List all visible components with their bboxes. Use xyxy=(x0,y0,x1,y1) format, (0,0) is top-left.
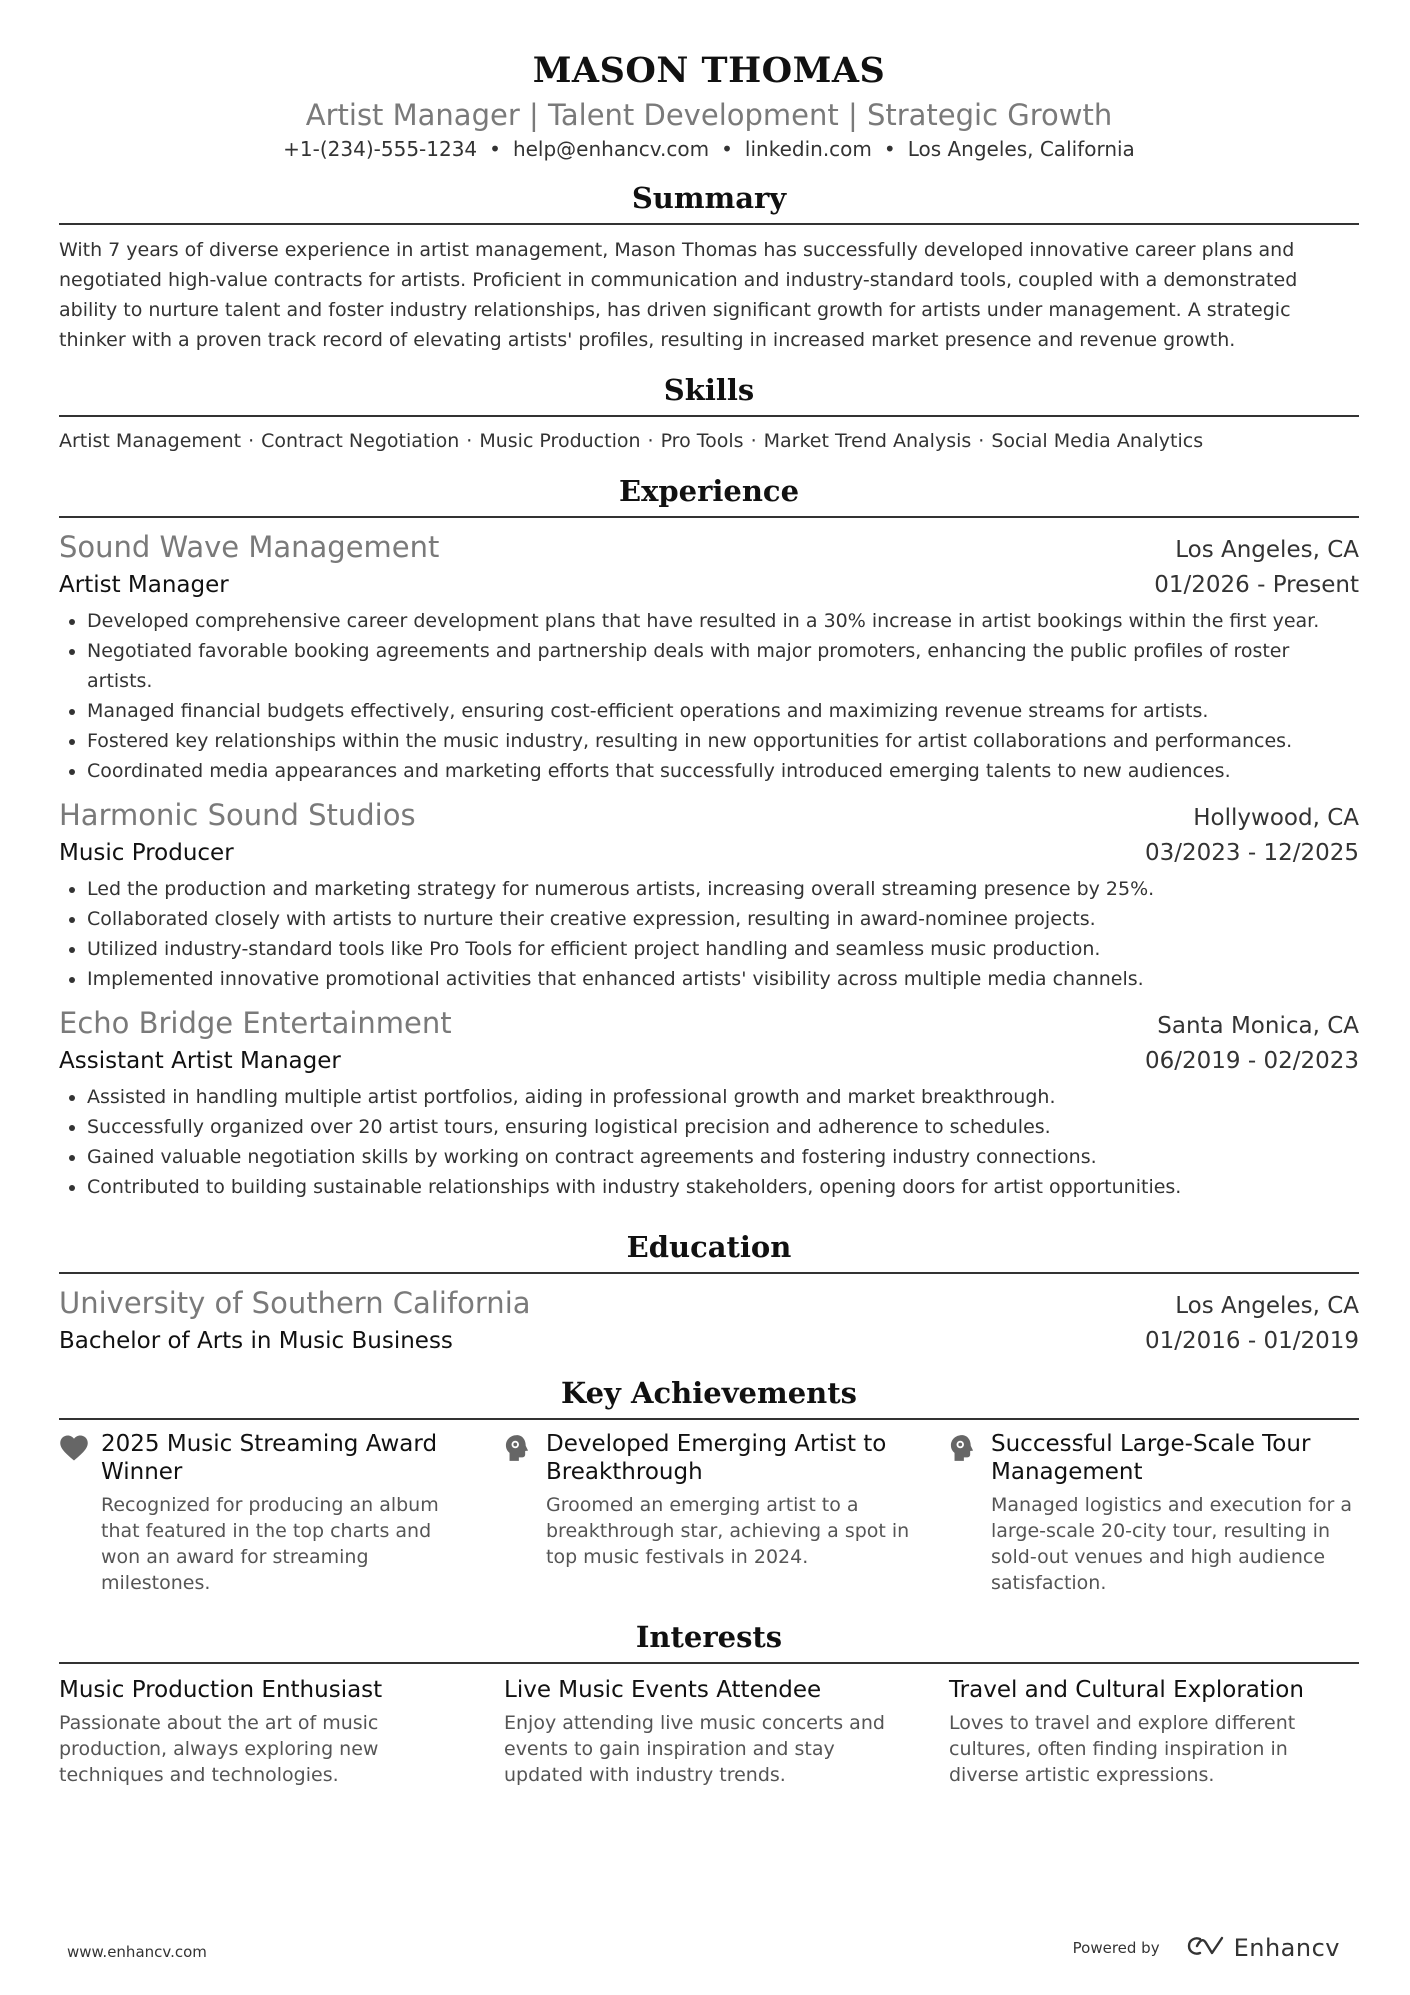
experience-entry xyxy=(59,528,1359,786)
contact-separator: • xyxy=(721,137,733,161)
bullet-list xyxy=(59,1082,1359,1202)
heart-icon xyxy=(59,1430,101,1596)
achievement-desc: Managed logistics and execution for a large-scale 20-city tour, resulting in sold-out venues and high audience satisfaction. xyxy=(991,1494,1353,1594)
interest-desc: Loves to travel and explore different cultures, often finding inspiration in diverse artistic expressions. xyxy=(949,1712,1296,1786)
section-title-experience: Experience xyxy=(59,456,1359,518)
summary-text: With 7 years of diverse experience in artist management, Mason Thomas has successfully developed innovative career plans and negotiated high-value contracts for artists. Proficient in communication and industry-standard tools, coupled with a demonstrated ability to nurture talent and foster industry relationships, has driven significant growth for artists under management. A strategic thinker with a proven track record of elevating artists' profiles, resulting in increased market presence and revenue growth. xyxy=(59,239,1298,351)
interest-desc: Enjoy attending live music concerts and events to gain inspiration and stay updated with industry trends. xyxy=(504,1712,885,1786)
bullet-item: • Successfully organized over 20 artist tours, ensuring logistical precision and adherence to schedules. xyxy=(87,1112,1359,1142)
section-title-education: Education xyxy=(59,1212,1359,1274)
bullet-item: • Fostered key relationships within the music industry, resulting in new opportunities for artist collaborations and performances. xyxy=(87,726,1359,756)
achievement-item xyxy=(949,1430,1359,1596)
company-name: Sound Wave Management xyxy=(59,530,440,564)
achievements-section xyxy=(59,1358,1359,1596)
bullet-list xyxy=(59,874,1359,994)
interest-title: Travel and Cultural Exploration xyxy=(949,1677,1304,1703)
resume-header xyxy=(59,48,1359,163)
skills-section xyxy=(59,355,1359,456)
bullet-item: • Collaborated closely with artists to nurture their creative expression, resulting in award-nominee projects. xyxy=(87,904,1359,934)
interest-desc: Passionate about the art of music production, always exploring new techniques and technologies. xyxy=(59,1712,379,1786)
contact-line xyxy=(59,135,1359,163)
experience-entry xyxy=(59,796,1359,994)
education-dates: 01/2016 - 01/2019 xyxy=(1144,1328,1359,1354)
skills-list xyxy=(59,426,1359,456)
skill-separator: · xyxy=(466,430,473,452)
interest-title: Live Music Events Attendee xyxy=(504,1677,822,1703)
interest-item xyxy=(949,1674,1359,1788)
interests-section xyxy=(59,1602,1359,1788)
skill-item: Market Trend Analysis xyxy=(763,430,972,452)
phone: +1-(234)-555-1234 xyxy=(283,137,478,161)
email-link[interactable]: help@enhancv.com xyxy=(512,137,710,161)
skill-item: Artist Management xyxy=(59,430,242,452)
skill-separator: · xyxy=(248,430,255,452)
summary-section xyxy=(59,163,1359,355)
bullet-item: • Coordinated media appearances and marketing efforts that successfully introduced emerging talents to new audiences. xyxy=(87,756,1359,786)
bullet-item: • Managed financial budgets effectively, ensuring cost-efficient operations and maximizing revenue streams for artists. xyxy=(87,696,1359,726)
degree: Bachelor of Arts in Music Business xyxy=(59,1328,453,1354)
section-title-skills: Skills xyxy=(59,355,1359,417)
brand-name: Enhancv xyxy=(1233,1934,1340,1962)
job-dates: 06/2019 - 02/2023 xyxy=(1144,1048,1359,1074)
achievement-title: 2025 Music Streaming Award Winner xyxy=(101,1431,438,1485)
education-entry xyxy=(59,1284,1359,1358)
bullet-item: • Assisted in handling multiple artist portfolios, aiding in professional growth and market breakthrough. xyxy=(87,1082,1359,1112)
skill-item: Music Production xyxy=(479,430,641,452)
linkedin-link[interactable]: linkedin.com xyxy=(744,137,872,161)
job-title: Music Producer xyxy=(59,840,234,866)
skill-item: Contract Negotiation xyxy=(261,430,460,452)
job-location: Hollywood, CA xyxy=(1193,805,1359,831)
achievement-item xyxy=(59,1430,469,1596)
company-name: Echo Bridge Entertainment xyxy=(59,1006,452,1040)
resume-page xyxy=(59,48,1359,1788)
candidate-name: MASON THOMAS xyxy=(532,50,886,91)
contact-separator: • xyxy=(883,137,896,161)
achievement-desc: Groomed an emerging artist to a breakthrough star, achieving a spot in top music festivals in 2024. xyxy=(546,1494,910,1568)
bullet-item: • Contributed to building sustainable relationships with industry stakeholders, opening doors for artist opportunities. xyxy=(87,1172,1359,1202)
contact-separator: • xyxy=(489,137,501,161)
bullet-item: • Gained valuable negotiation skills by working on contract agreements and fostering industry connections. xyxy=(87,1142,1359,1172)
skill-item: Social Media Analytics xyxy=(991,430,1204,452)
bullet-list xyxy=(59,606,1359,786)
experience-section xyxy=(59,456,1359,1202)
education-section xyxy=(59,1212,1359,1358)
bullet-item: • Implemented innovative promotional activities that enhanced artists' visibility across multiple media channels. xyxy=(87,964,1359,994)
company-name: Harmonic Sound Studios xyxy=(59,798,416,832)
bullet-item: • Utilized industry-standard tools like Pro Tools for efficient project handling and seamless music production. xyxy=(87,934,1359,964)
skill-item: Pro Tools xyxy=(660,430,744,452)
candidate-tagline: Artist Manager | Talent Development | Strategic Growth xyxy=(305,98,1113,132)
school-location: Los Angeles, CA xyxy=(1175,1293,1359,1319)
bullet-item: • Led the production and marketing strategy for numerous artists, increasing overall streaming presence by 25%. xyxy=(87,874,1359,904)
job-dates: 03/2023 - 12/2025 xyxy=(1144,840,1359,866)
job-location: Santa Monica, CA xyxy=(1157,1013,1359,1039)
location: Los Angeles, California xyxy=(907,137,1135,161)
powered-by-label: Powered by xyxy=(1072,1939,1160,1957)
interest-item xyxy=(59,1674,469,1788)
enhancv-logo-icon xyxy=(1186,1935,1226,1961)
achievement-title: Developed Emerging Artist to Breakthrough xyxy=(546,1431,887,1485)
skill-separator: · xyxy=(978,430,985,452)
bullet-item: • Developed comprehensive career development plans that have resulted in a 30% increase in artist bookings within the first year. xyxy=(87,606,1359,636)
job-title: Artist Manager xyxy=(59,572,229,598)
job-dates: 01/2026 - Present xyxy=(1154,572,1359,598)
achievement-item xyxy=(504,1430,914,1596)
job-title: Assistant Artist Manager xyxy=(59,1048,341,1074)
section-title-achievements: Key Achievements xyxy=(59,1358,1359,1420)
footer-branding xyxy=(1073,1934,1340,1962)
section-title-summary: Summary xyxy=(59,163,1359,225)
achievement-desc: Recognized for producing an album that featured in the top charts and won an award for streaming milestones. xyxy=(101,1494,439,1594)
interest-title: Music Production Enthusiast xyxy=(59,1677,383,1703)
skill-separator: · xyxy=(647,430,654,452)
bullet-item: • Negotiated favorable booking agreements and partnership deals with major promoters, enhancing the public profiles of roster artists. xyxy=(87,636,1359,696)
interest-item xyxy=(504,1674,914,1788)
footer-website-link[interactable]: www.enhancv.com xyxy=(67,1943,207,1961)
job-location: Los Angeles, CA xyxy=(1175,537,1359,563)
skill-separator: · xyxy=(750,430,757,452)
experience-entry xyxy=(59,1004,1359,1202)
brain-icon xyxy=(504,1430,546,1596)
section-title-interests: Interests xyxy=(59,1602,1359,1664)
school-name: University of Southern California xyxy=(59,1286,531,1320)
achievement-title: Successful Large-Scale Tour Management xyxy=(991,1431,1311,1485)
brain-icon xyxy=(949,1430,991,1596)
